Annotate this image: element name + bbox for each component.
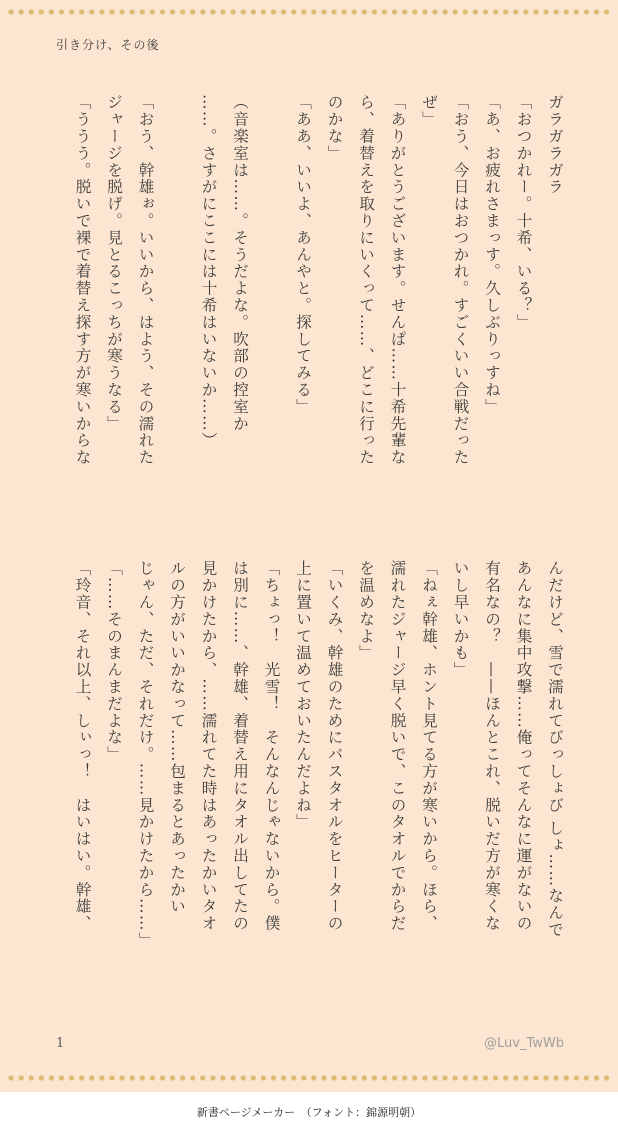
text-column: ら、着替えを取りにいくって……、どこに行った bbox=[357, 94, 375, 466]
text-column: 「おう、今日はおつかれ。すごくいい合戦だった bbox=[451, 94, 470, 466]
author-credit: @Luv_TwWb bbox=[484, 1036, 564, 1051]
text-column: ガラガラガラ bbox=[546, 94, 564, 196]
text-column: 「……そのまんまだよな」 bbox=[105, 560, 123, 763]
text-column: 「おつかれー。十希、いる？」 bbox=[514, 94, 533, 331]
running-title: 引き分け、その後 bbox=[56, 38, 160, 52]
page-number: 1 bbox=[56, 1036, 65, 1051]
text-column: を温めなよ」 bbox=[357, 560, 375, 662]
text-block-top bbox=[66, 94, 570, 524]
text-column: は別に……、幹雄、着替え用にタオル出してたの bbox=[231, 560, 249, 932]
text-column: 有名なの？ ——ほんとこれ、脱いだ方が寒くな bbox=[483, 560, 501, 932]
text-column: のかな」 bbox=[325, 94, 344, 162]
text-column: 「ありがとうございます。せんぱ……十希先輩な bbox=[388, 94, 407, 466]
text-column: 上に置いて温めておいたんだよね」 bbox=[294, 560, 312, 831]
text-column: 「ねぇ幹雄、ホント見てる方が寒いから。ほら、 bbox=[420, 560, 438, 932]
text-column bbox=[255, 94, 287, 524]
text-column: 「ああ、いいよ、あんやと。探してみる」 bbox=[294, 94, 312, 416]
text-block-bottom bbox=[66, 560, 570, 990]
text-column: んだけど、雪で濡れてびっしょび しょ……なんで bbox=[546, 560, 564, 939]
text-column: 「ううう。脱いで裸で着替え探す方が寒いからな bbox=[73, 94, 92, 466]
text-column: 「いくみ、幹雄のためにバスタオルをヒーターの bbox=[325, 560, 344, 932]
text-column: いし早いかも」 bbox=[451, 560, 470, 679]
text-column: 「玲音、それ以上、しぃっ！ はいはい。幹雄、 bbox=[73, 560, 92, 932]
text-column: ルの方がいいかなって……包まるとあったかい bbox=[168, 560, 186, 915]
text-column: ぜ」 bbox=[420, 94, 438, 128]
text-column: ジャージを脱げ。見とるこっちが寒うなる」 bbox=[105, 94, 123, 432]
generator-footer: 新書ページメーカー （フォント：錦源明朝） bbox=[196, 1106, 422, 1119]
text-column: じゃん、ただ、それだけ。……見かけたから……」 bbox=[136, 560, 155, 949]
text-column: ……。さすがにここには十希はいないか……） bbox=[199, 94, 218, 449]
text-column: 「ちょっ！ 光雪！ そんなんじゃないから。僕 bbox=[262, 560, 281, 932]
text-column: 「あ、お疲れさまっす。久しぶりっすね」 bbox=[483, 94, 501, 416]
text-column: （音楽室は……。そうだよな。吹部の控室か bbox=[231, 94, 249, 432]
text-column: 濡れたジャージ早く脱いで、このタオルでからだ bbox=[388, 560, 407, 932]
text-column: 見かけたから、……濡れてた時はあったかいタオ bbox=[199, 560, 218, 932]
top-dot-border bbox=[6, 8, 612, 16]
text-column bbox=[161, 94, 193, 524]
bottom-dot-border bbox=[6, 1074, 612, 1082]
text-column: 「おう、幹雄ぉ。いいから、はよう、その濡れた bbox=[136, 94, 155, 466]
text-column: あんなに集中攻撃……俺ってそんなに運がないの bbox=[514, 560, 533, 932]
